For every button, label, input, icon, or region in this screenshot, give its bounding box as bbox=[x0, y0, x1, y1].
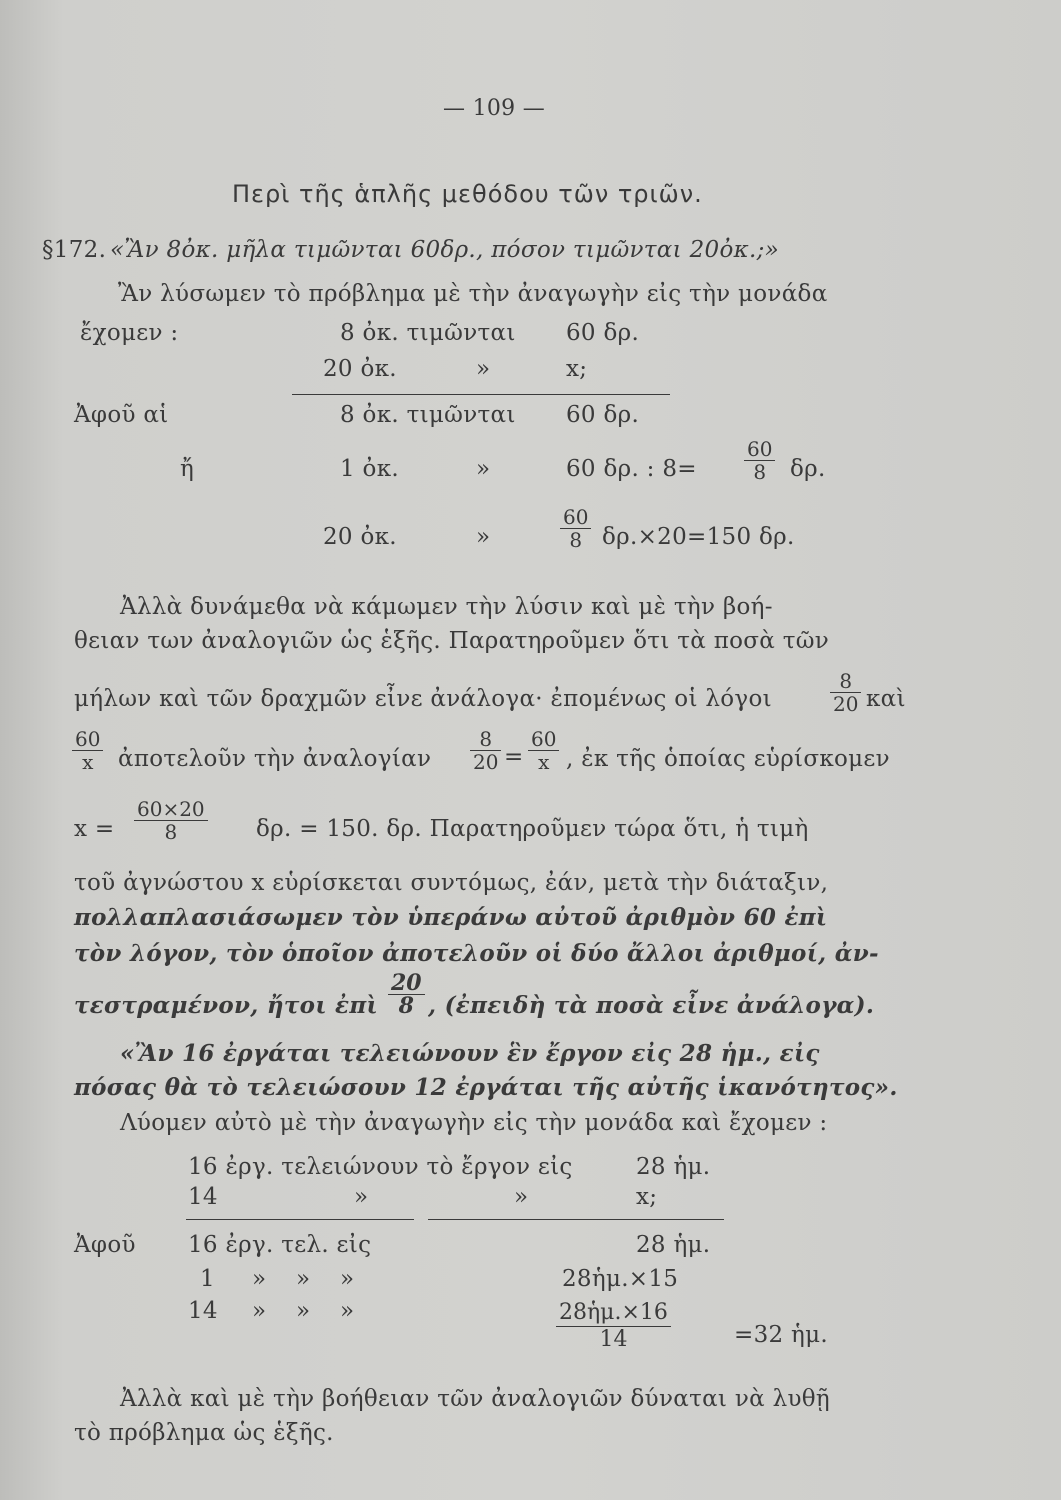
para1-line4-end: , ἐκ τῆς ὁποίας εὑρίσκομεν bbox=[566, 746, 890, 772]
para1-prop-right-denominator: x bbox=[538, 750, 550, 774]
p2-divider-right bbox=[428, 1219, 724, 1220]
p2-row1-right: 28 ἡμ. bbox=[636, 1154, 711, 1180]
para1-line9-bold: τεστραμένον, ἤτοι ἐπὶ bbox=[74, 992, 378, 1019]
p2-row4-ditto: » » » bbox=[252, 1266, 355, 1292]
p1-row4-fraction bbox=[744, 438, 775, 483]
p2-row5-numerator: 28ἡμ.×16 bbox=[556, 1300, 671, 1327]
para1-prop-left bbox=[470, 728, 501, 773]
para1-prop-left-denominator: 20 bbox=[473, 750, 499, 774]
p2-row4-right: 28ἡμ.×15 bbox=[562, 1266, 679, 1292]
problem2-question-line1: «Ἂν 16 ἐργάται τελειώνουν ἓν ἔργον εἰς 28 ἡμ., εἰς bbox=[120, 1040, 820, 1067]
para1-inverse-denominator: 8 bbox=[398, 993, 414, 1019]
para1-line2: θειαν των ἀναλογιῶν ὡς ἑξῆς. Παρατηροῦμεν ὅτι τὰ ποσὰ τῶν bbox=[74, 628, 830, 654]
para1-ratio2-numerator: 60 bbox=[72, 728, 103, 751]
p2-row2-right: x; bbox=[636, 1184, 658, 1210]
p1-row5-ditto: » bbox=[476, 524, 491, 550]
para1-ratio2 bbox=[72, 728, 103, 773]
para1-line9-end: , (ἐπειδὴ τὰ ποσὰ εἶνε ἀνάλογα). bbox=[428, 992, 875, 1019]
page-title: Περὶ τῆς ἁπλῆς μεθόδου τῶν τριῶν. bbox=[232, 180, 703, 208]
para1-line5-x: x = bbox=[74, 816, 115, 842]
p2-row5-ditto: » » » bbox=[252, 1298, 355, 1324]
para1-ratio1-numerator: 8 bbox=[830, 670, 861, 693]
closing-line1: Ἀλλὰ καὶ μὲ τὴν βοήθειαν τῶν ἀναλογιῶν δύναται νὰ λυθῇ bbox=[120, 1386, 830, 1412]
para1-prop-equals: = bbox=[504, 744, 524, 770]
p1-row3-right: 60 δρ. bbox=[566, 402, 640, 428]
p1-row4-ditto: » bbox=[476, 456, 491, 482]
para1-ratio1-denominator: 20 bbox=[833, 692, 859, 716]
p1-row2-right: x; bbox=[566, 356, 588, 382]
p1-row1-right: 60 δρ. bbox=[566, 320, 640, 346]
para1-line1: Ἀλλὰ δυνάμεθα νὰ κάμωμεν τὴν λύσιν καὶ μὲ τὴν βοή- bbox=[120, 594, 773, 620]
para1-line5-text: δρ. = 150. δρ. Παρατηροῦμεν τώρα ὅτι, ἡ τιμὴ bbox=[256, 816, 809, 842]
p2-row5-left: 14 bbox=[188, 1298, 218, 1324]
p2-afou-label: Ἀφοῦ bbox=[74, 1232, 136, 1258]
p1-row5-fraction bbox=[560, 506, 591, 551]
para1-ratio2-denominator: x bbox=[82, 750, 94, 774]
p1-row2-ditto: » bbox=[476, 356, 491, 382]
p2-row2-ditto1: » bbox=[354, 1184, 369, 1210]
para1-prop-right-numerator: 60 bbox=[528, 728, 559, 751]
problem1-question: «Ἂν 8ὀκ. μῆλα τιμῶνται 60δρ., πόσον τιμῶνται 20ὀκ.;» bbox=[110, 237, 779, 263]
p1-row5-result: δρ.×20=150 δρ. bbox=[602, 524, 795, 550]
closing-line2: τὸ πρόβλημα ὡς ἑξῆς. bbox=[74, 1420, 334, 1446]
p2-row3-left: 16 ἐργ. τελ. εἰς bbox=[188, 1232, 372, 1258]
p1-row4-unit: δρ. bbox=[790, 456, 826, 482]
p1-row5-numerator: 60 bbox=[560, 506, 591, 529]
para1-prop-left-numerator: 8 bbox=[470, 728, 501, 751]
p1-row3-left: 8 ὀκ. τιμῶνται bbox=[340, 402, 516, 428]
p2-row5-result: =32 ἡμ. bbox=[734, 1322, 828, 1348]
problem2-question-line2: πόσας θὰ τὸ τελειώσουν 12 ἐργάται τῆς αὐτῆς ἱκανότητος». bbox=[74, 1074, 898, 1101]
p2-row2-left: 14 bbox=[188, 1184, 218, 1210]
page-number: — 109 — bbox=[443, 96, 546, 121]
para1-ratio1 bbox=[830, 670, 861, 715]
p1-row4-numerator: 60 bbox=[744, 438, 775, 461]
problem1-intro: Ἂν λύσωμεν τὸ πρόβλημα μὲ τὴν ἀναγωγὴν εἰς τὴν μονάδα bbox=[118, 281, 828, 307]
para1-inverse-ratio bbox=[388, 972, 425, 1017]
p1-row1-left: 8 ὀκ. τιμῶνται bbox=[340, 320, 516, 346]
section-number: §172. bbox=[42, 237, 107, 263]
p1-row4-left: 1 ὀκ. bbox=[340, 456, 399, 482]
p1-row4-right: 60 δρ. : 8= bbox=[566, 456, 697, 482]
p2-row5-fraction bbox=[556, 1300, 671, 1353]
para1-x-fraction bbox=[134, 798, 208, 843]
p2-row4-left: 1 bbox=[200, 1266, 215, 1292]
para1-line4-text: ἀποτελοῦν τὴν ἀναλογίαν bbox=[118, 746, 432, 772]
para1-line7-bold: πολλαπλασιάσωμεν τὸν ὑπεράνω αὐτοῦ ἀριθμὸν 60 ἐπὶ bbox=[74, 904, 828, 931]
p2-row2-ditto2: » bbox=[514, 1184, 529, 1210]
para1-line3: μήλων καὶ τῶν δραχμῶν εἶνε ἀνάλογα· ἐπομένως οἱ λόγοι bbox=[74, 686, 772, 712]
echomen-label: ἔχομεν : bbox=[80, 320, 179, 346]
para1-line6: τοῦ ἀγνώστου x εὑρίσκεται συντόμως, ἐάν, μετὰ τὴν διάταξιν, bbox=[74, 870, 829, 896]
para1-x-denominator: 8 bbox=[164, 820, 178, 844]
p1-row2-left: 20 ὀκ. bbox=[323, 356, 397, 382]
para1-line3-end: καὶ bbox=[866, 686, 906, 712]
para1-x-numerator: 60×20 bbox=[134, 798, 208, 821]
problem2-intro: Λύομεν αὐτὸ μὲ τὴν ἀναγωγὴν εἰς τὴν μονάδα καὶ ἔχομεν : bbox=[120, 1110, 828, 1136]
e-label: ἤ bbox=[180, 456, 195, 482]
p1-row5-left: 20 ὀκ. bbox=[323, 524, 397, 550]
para1-inverse-numerator: 20 bbox=[388, 972, 425, 995]
afou-label: Ἀφοῦ αἱ bbox=[74, 402, 169, 428]
p2-row5-denominator: 14 bbox=[599, 1327, 628, 1352]
para1-prop-right bbox=[528, 728, 559, 773]
p1-row5-denominator: 8 bbox=[569, 528, 583, 552]
p2-row1-left: 16 ἐργ. τελειώνουν τὸ ἔργον εἰς bbox=[188, 1154, 573, 1180]
para1-line8-bold: τὸν λόγον, τὸν ὁποῖον ἀποτελοῦν οἱ δύο ἄλλοι ἀριθμοί, ἀν- bbox=[74, 940, 879, 967]
p1-row4-denominator: 8 bbox=[753, 460, 767, 484]
p2-row3-right: 28 ἡμ. bbox=[636, 1232, 711, 1258]
p1-divider bbox=[292, 394, 670, 395]
p2-divider-left bbox=[186, 1219, 414, 1220]
